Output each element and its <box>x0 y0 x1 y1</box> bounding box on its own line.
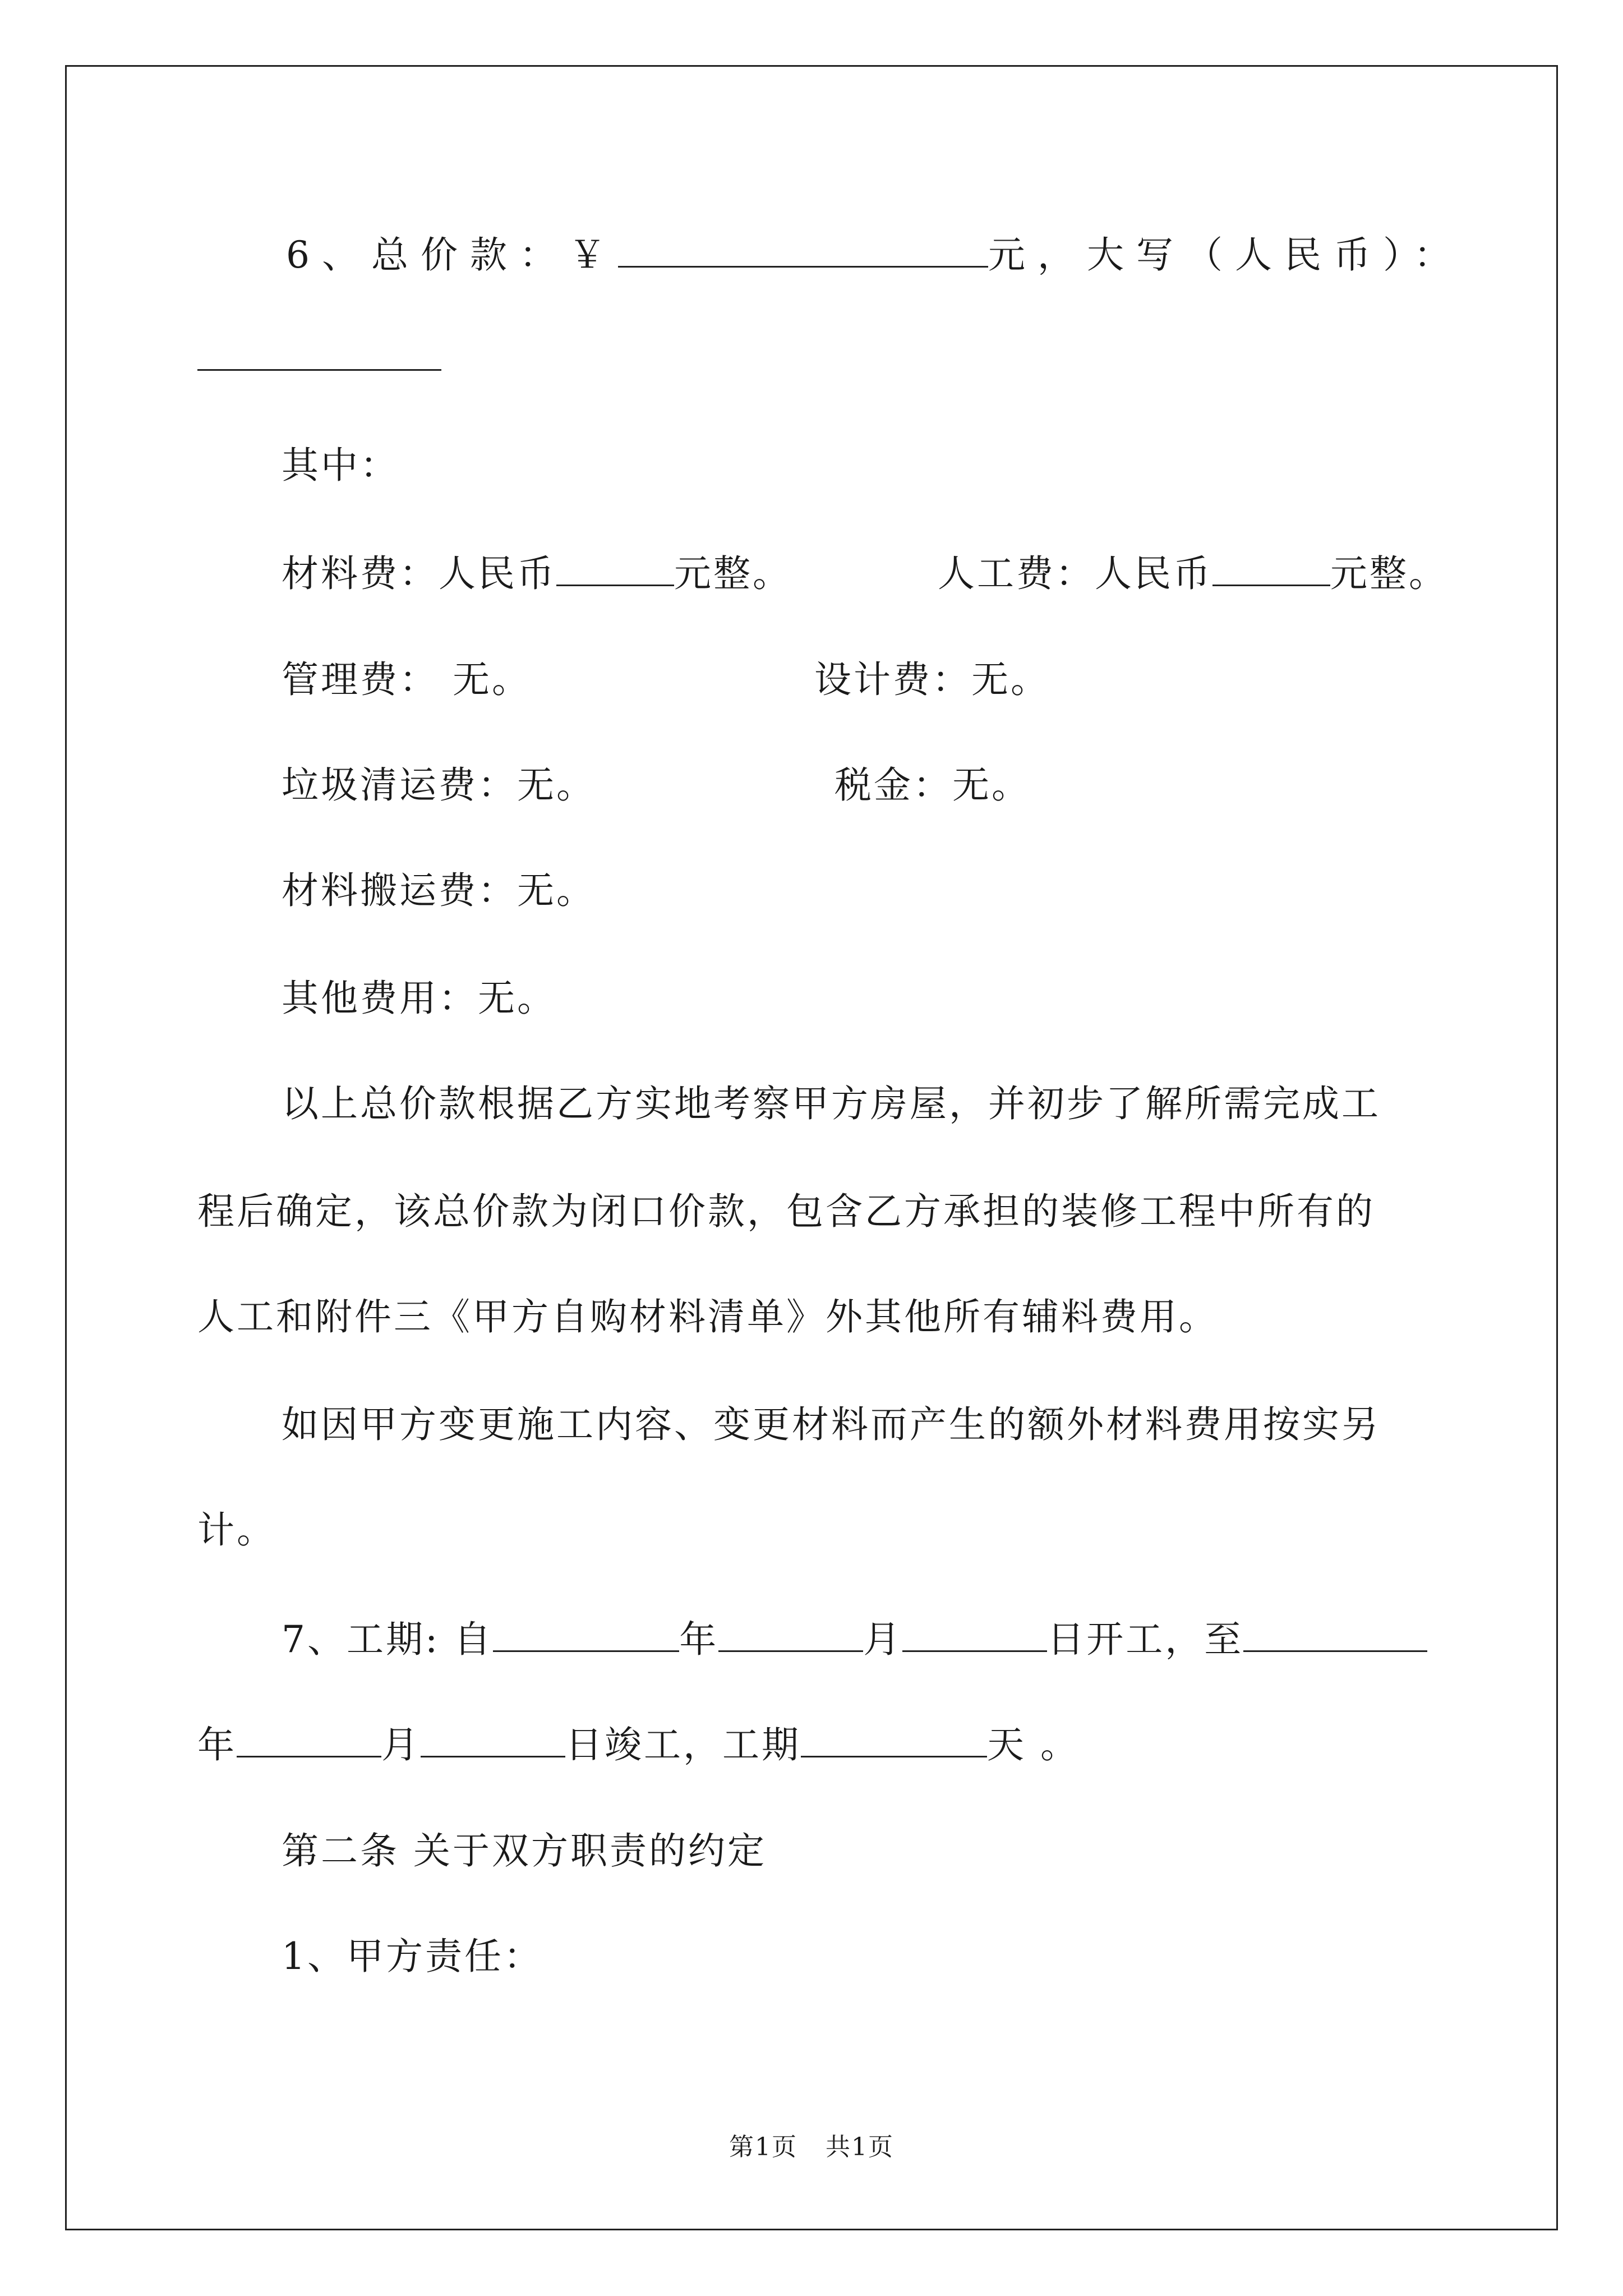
labor-fee-label: 人工费：人民币 <box>938 552 1212 595</box>
paragraph1-line2: 程后确定，该总价款为闭口价款，包含乙方承担的装修工程中所有的 <box>197 1190 1375 1233</box>
schedule-line2 <box>197 1721 1080 1768</box>
total-price-line <box>286 231 1463 278</box>
paragraph1-line1: 以上总价款根据乙方实地考察甲方房屋，并初步了解所需完成工 <box>282 1082 1381 1125</box>
management-fee: 管理费： 无。 <box>282 658 531 701</box>
duration-days-blank[interactable] <box>801 1721 987 1757</box>
end-month-blank[interactable] <box>237 1721 381 1757</box>
labor-fee-blank[interactable] <box>1212 550 1330 586</box>
material-fee-line <box>282 550 792 596</box>
uppercase-amount-line <box>197 334 441 381</box>
design-fee: 设计费：无。 <box>814 658 1050 701</box>
garbage-fee: 垃圾清运费：无。 <box>282 763 596 807</box>
start-year-unit: 年 <box>679 1618 719 1661</box>
paragraph2-line2: 计。 <box>197 1508 276 1552</box>
end-month-unit: 月 <box>381 1723 421 1766</box>
labor-fee-line <box>938 550 1448 596</box>
material-transport-fee: 材料搬运费：无。 <box>282 869 596 912</box>
page-border <box>65 65 1558 2230</box>
paragraph1-line3: 人工和附件三《甲方自购材料清单》外其他所有辅料费用。 <box>197 1295 1218 1338</box>
page-number: 第1页 <box>729 2133 797 2161</box>
end-year-blank[interactable] <box>1243 1616 1427 1652</box>
material-fee-blank[interactable] <box>556 550 674 586</box>
page-total: 共1页 <box>826 2133 894 2161</box>
start-month-unit: 月 <box>863 1618 903 1661</box>
material-fee-suffix: 元整。 <box>674 552 792 595</box>
party-a-title: 1、甲方责任： <box>282 1935 543 1978</box>
start-year-blank[interactable] <box>493 1616 679 1652</box>
total-price-uppercase-label: 元，大写（人民币）： <box>988 233 1463 277</box>
start-month-blank[interactable] <box>718 1616 863 1652</box>
end-day-unit: 日竣工，工期 <box>565 1723 801 1766</box>
start-day-blank[interactable] <box>902 1616 1047 1652</box>
start-day-unit: 日开工，至 <box>1047 1618 1244 1661</box>
total-price-label: 6、总价款：￥ <box>286 233 618 277</box>
breakdown-title: 其中： <box>282 444 399 487</box>
total-price-blank[interactable] <box>618 231 988 268</box>
material-fee-label: 材料费：人民币 <box>282 552 556 595</box>
article2-title: 第二条 关于双方职责的约定 <box>282 1829 767 1872</box>
tax: 税金：无。 <box>834 763 1031 807</box>
uppercase-amount-blank[interactable] <box>197 334 441 371</box>
page-footer <box>0 2132 1623 2163</box>
end-year-unit: 年 <box>197 1723 237 1766</box>
other-fees: 其他费用：无。 <box>282 977 556 1020</box>
schedule-label: 7、工期: 自 <box>282 1618 494 1661</box>
schedule-line1 <box>282 1616 1427 1662</box>
end-day-blank[interactable] <box>421 1721 565 1757</box>
paragraph2-line1: 如因甲方变更施工内容、变更材料而产生的额外材料费用按实另 <box>282 1403 1381 1446</box>
labor-fee-suffix: 元整。 <box>1330 552 1448 595</box>
duration-days-unit: 天 。 <box>987 1723 1080 1766</box>
